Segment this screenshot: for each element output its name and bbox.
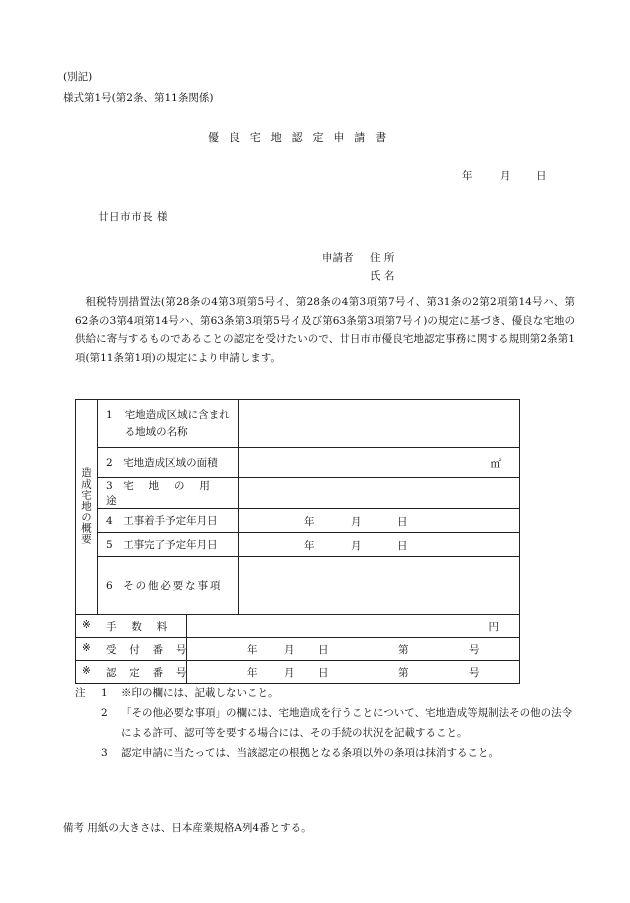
document-title: 優良宅地認定申請書	[208, 131, 397, 144]
completion-date-field[interactable]: 年 月 日	[239, 533, 520, 557]
other-matters-field[interactable]	[239, 557, 520, 615]
receipt-row: ※ 受 付 番 号 年 月 日 第 号	[76, 638, 520, 661]
date-month: 月	[500, 170, 511, 182]
note-3: 3 認定申請に当たっては、当該認定の根拠となる条項以外の条項は抹消すること。	[101, 747, 499, 759]
date-day: 日	[536, 170, 547, 182]
applicant-label: 申請者	[322, 252, 354, 264]
land-use-field[interactable]	[239, 478, 520, 509]
row-3-label: 3 宅 地 の 用 途	[98, 478, 239, 509]
area-unit: ㎡	[490, 458, 501, 470]
row-5-label: 5 工事完了予定年月日	[98, 533, 239, 557]
row-4-label: 4 工事着手予定年月日	[98, 509, 239, 533]
approval-label: 認 定 番 号	[106, 667, 192, 679]
application-table	[75, 399, 520, 684]
area-name-field[interactable]	[239, 400, 520, 448]
approval-row: ※ 認 定 番 号 年 月 日 第 号	[76, 661, 520, 684]
receipt-mark: ※	[82, 642, 91, 654]
note-1: 注 1 ※印の欄には、記載しないこと。	[75, 683, 595, 703]
addressee: 廿日市市長 様	[98, 211, 169, 223]
area-size-field[interactable]	[239, 448, 520, 478]
notes	[75, 683, 595, 763]
approval-mark: ※	[82, 665, 91, 677]
group-label: 造成宅地の概要	[80, 466, 92, 545]
fee-unit: 円	[488, 621, 499, 633]
separate-note: (別記)	[63, 71, 93, 83]
fee-mark: ※	[82, 619, 91, 631]
row-2-label: 2 宅地造成区域の面積	[98, 448, 239, 478]
form-number: 様式第1号(第2条、第11条関係)	[63, 92, 214, 104]
start-date-field[interactable]: 年 月 日	[239, 509, 520, 533]
date-year: 年	[462, 170, 473, 182]
receipt-label: 受 付 番 号	[106, 644, 192, 656]
row-6-label: 6 その他必要な事項	[98, 557, 239, 615]
fee-row	[76, 615, 520, 638]
note-2: 2 「その他必要な事項」の欄には、宅地造成を行うことについて、宅地造成等規制法その他の法令による許可、認可等を要する場合には、その手続の状況を記載すること。	[101, 707, 573, 739]
name-label: 氏 名	[370, 270, 395, 282]
group-label-cell	[76, 400, 98, 615]
remarks: 備考 用紙の大きさは、日本産業規格A列4番とする。	[63, 822, 312, 834]
address-label: 住 所	[370, 252, 395, 264]
fee-label: 手 数 料	[106, 621, 174, 633]
row-1-label: 1 宅地造成区域に含まれる地域の名称	[98, 400, 239, 448]
notes-heading: 注	[75, 687, 86, 699]
application-body: 租税特別措置法(第28条の4第3項第5号イ、第28条の4第3項第7号イ、第31条の2第2項第14号ハ、第62条の3第4項第14号ハ、第63条第3項第5号イ及び第63条第3項第7号イ)の規定に基づき、優良な宅地の供給に寄与するものであることの認定を受けたいので、廿日市市優良宅地認定事務に関する規則第2条第1項(第11条第1項)の規定により申請します。	[75, 296, 575, 364]
